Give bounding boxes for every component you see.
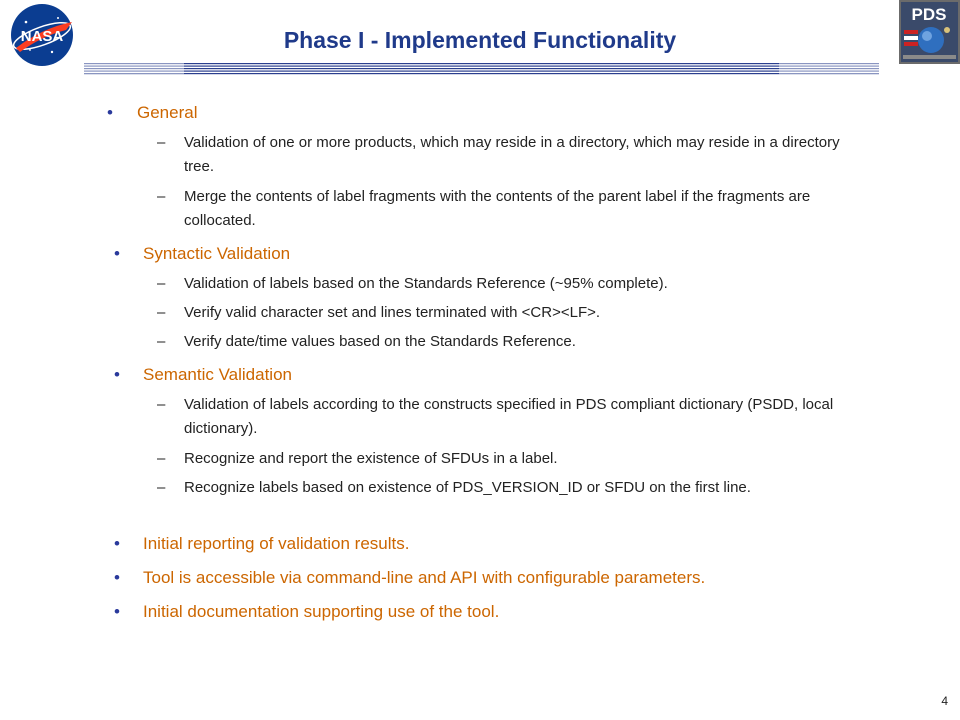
svg-text:PDS: PDS <box>911 5 947 24</box>
subitem: – Recognize and report the existence of SFDUs in a label. <box>157 447 857 471</box>
page-number: 4 <box>941 694 948 708</box>
bullet-dot: • <box>114 244 120 263</box>
subitem: – Validation of labels based on the Standards Reference (~95% complete). <box>157 272 857 296</box>
bullet-dot: • <box>114 602 120 621</box>
bullet-dot: • <box>114 365 120 384</box>
subitem: – Validation of labels according to the constructs specified in PDS compliant dictionary (PSDD, local dictionary). <box>157 393 857 441</box>
subitem-text: Verify date/time values based on the Standards Reference. <box>184 333 576 350</box>
subitem-text: Validation of labels based on the Standards Reference (~95% complete). <box>184 275 668 292</box>
subitem: – Verify valid character set and lines terminated with <CR><LF>. <box>157 301 857 325</box>
bullet-dot: • <box>114 568 120 587</box>
bullet-label: Initial documentation supporting use of the tool. <box>143 602 500 621</box>
subitem-text: Recognize and report the existence of SFDUs in a label. <box>184 450 558 467</box>
subitem-text: Recognize labels based on existence of PDS_VERSION_ID or SFDU on the first line. <box>184 479 751 496</box>
bullet-label: Tool is accessible via command-line and API with configurable parameters. <box>143 568 706 587</box>
subitem: – Recognize labels based on existence of PDS_VERSION_ID or SFDU on the first line. <box>157 476 857 500</box>
subitem-text: Validation of one or more products, which may reside in a directory, which may reside in a directory tree. <box>184 134 840 175</box>
subitem-text: Merge the contents of label fragments with the contents of the parent label if the fragments are collocated. <box>184 188 811 229</box>
subitem: – Validation of one or more products, which may reside in a directory, which may reside in a directory tree. <box>157 131 857 179</box>
bullet-label: Semantic Validation <box>143 365 292 384</box>
bullet-label: Initial reporting of validation results. <box>143 534 410 553</box>
subitem-text: Verify valid character set and lines terminated with <CR><LF>. <box>184 304 601 321</box>
bullet-label: General <box>137 103 198 122</box>
slide-title: Phase I - Implemented Functionality <box>283 27 677 53</box>
subitem: – Merge the contents of label fragments with the contents of the parent label if the fragments are collocated. <box>157 185 857 233</box>
bullet-label: Syntactic Validation <box>143 244 291 263</box>
bullet-dot: • <box>107 103 113 122</box>
subitem-text: Validation of labels according to the constructs specified in PDS compliant dictionary (PSDD, local dictionary). <box>184 396 834 437</box>
bullet-dot: • <box>114 534 120 553</box>
subitem: – Verify date/time values based on the Standards Reference. <box>157 330 857 354</box>
svg-text:NASA: NASA <box>20 28 64 45</box>
